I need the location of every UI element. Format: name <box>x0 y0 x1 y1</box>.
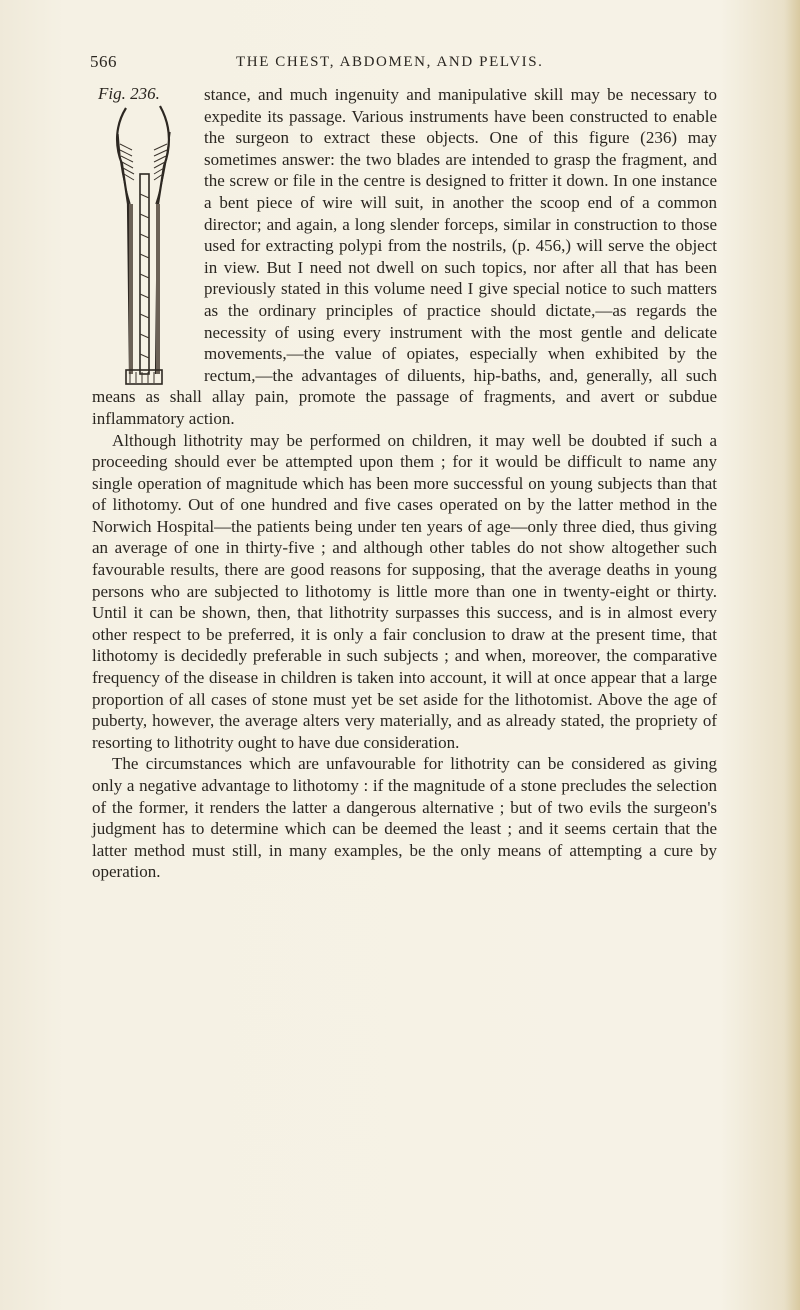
figure-caption: Fig. 236. <box>98 84 160 103</box>
running-head: THE CHEST, ABDOMEN, AND PELVIS. <box>236 54 544 70</box>
paragraph-1: stance, and much ingenuity and manipulative skill may be necessary to expedite its passage. Various instruments have been constructed to enable the surgeon to extract these objects. One of this figure (236) may sometimes answer: the two blades are intended to grasp the fragment, and the screw or file in the centre is designed to fritter it down. In one instance a bent piece of wire will suit, in another the scoop end of a common director; and again, a long slender forceps, similar in construction to those used for extracting polypi from the nostrils, (p. 456,) will serve the object in view. But I need not dwell on such topics, nor after all that has been previously stated in this volume need I give special notice to such matters as the ordinary principles of practice should dictate,—as regards the necessity of using every instrument with the most gentle and delicate movements,—the value of opiates, especially when exhibited by the rectum,—the advantages of diluents, hip-baths, and, generally, all such means as shall allay pain, promote the passage of fragments, and avert or subdue inflammatory action. <box>92 85 717 428</box>
page-number: 566 <box>90 52 117 71</box>
paragraph-2: Although lithotrity may be performed on children, it may well be doubted if such a proceeding should ever be attempted upon them ; for it would be difficult to name any single operation of magnitude which has been more successful on young subjects than that of lithotomy. Out of one hundred and five cases operated on by the latter method in the Norwich Hospital—the patients being under ten years of age—only three died, thus giving an average of one in thirty-five ; and although other tables do not show altogether such favourable results, there are good reasons for supposing, that the average deaths in young persons who are subjected to lithotomy is little more than one in twenty-eight or thirty. Until it can be shown, then, that lithotrity surpasses this success, and is in almost every other respect to be preferred, it is only a fair conclusion to draw at the present time, that lithotomy is decidedly preferable in such subjects ; and when, moreover, the comparative frequency of the disease in children is taken into account, it will at once appear that a large proportion of all cases of stone must yet be set aside for the lithotomist. Above the age of puberty, however, the average alters very materially, and as already stated, the propriety of resorting to lithotrity ought to have due consideration. <box>92 430 717 752</box>
figure-float-spacer <box>92 84 204 384</box>
paragraph-3: The circumstances which are unfavourable for lithotrity can be considered as giving only a negative advantage to lithotomy : if the magnitude of a stone precludes the selection of the former, it renders the latter a dangerous alternative ; but of two evils the surgeon's judgment has to determine which can be deemed the least ; and it seems certain that the latter method must still, in many examples, be the only means of attempting a cure by operation. <box>92 754 717 882</box>
body-text <box>92 84 717 883</box>
